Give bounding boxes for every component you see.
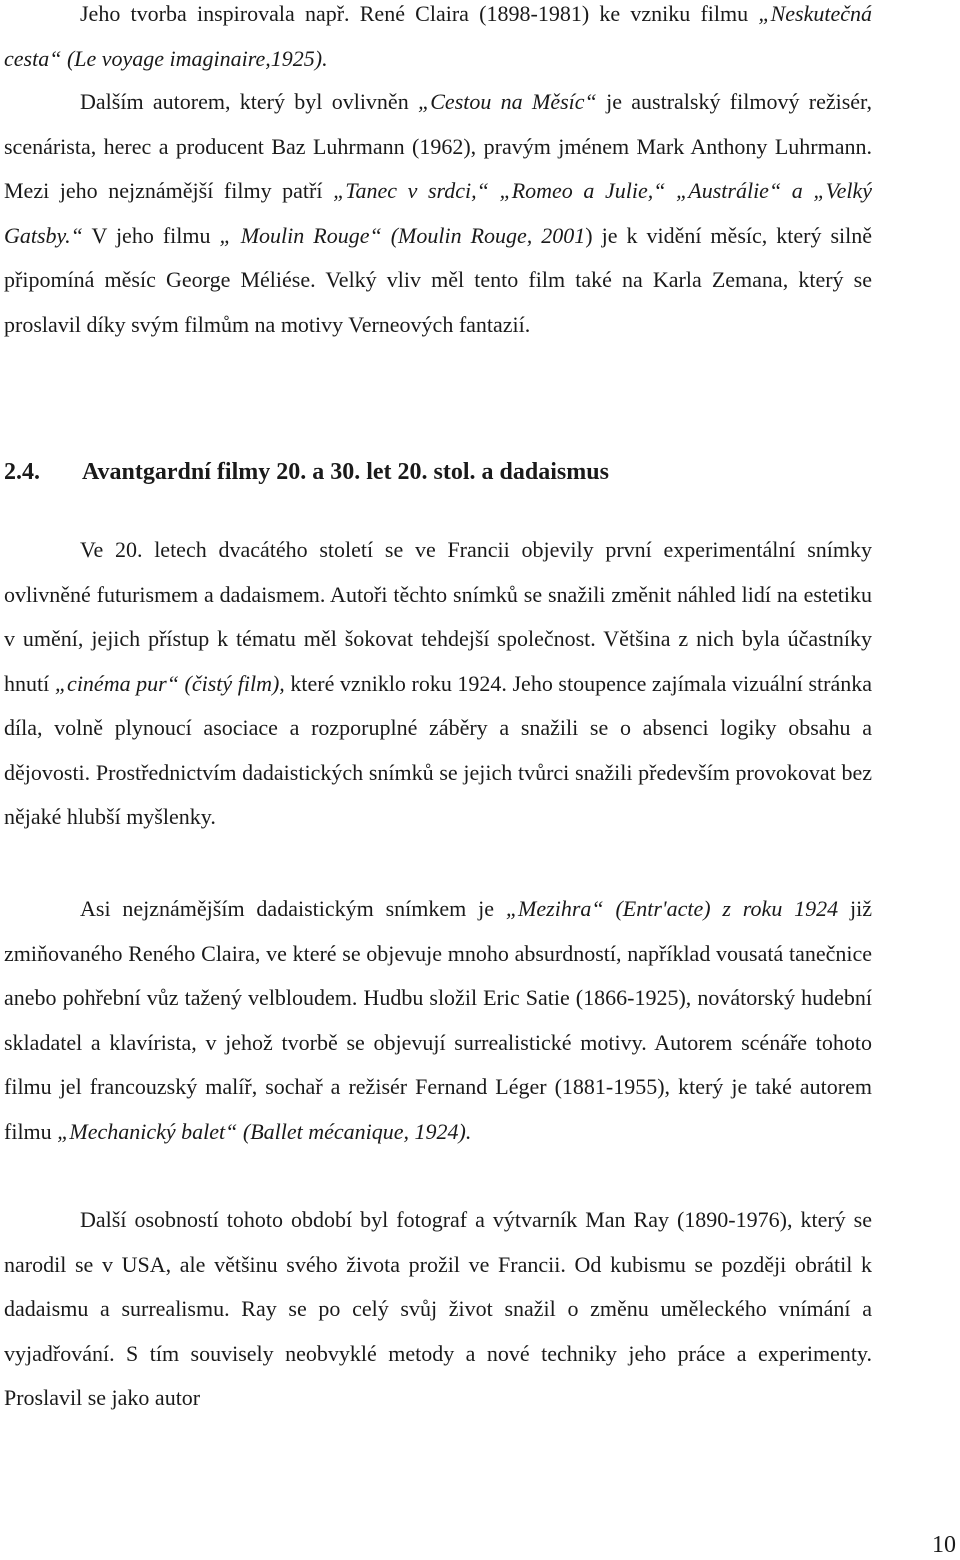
text-run: Asi nejznámějším dadaistickým snímkem je — [80, 896, 506, 921]
text-run: Dalším autorem, který byl ovlivněn — [80, 89, 419, 114]
text-run: ) je k vidění měsíc, který silně připomíná měsíc George Méliése. Velký vliv měl tento film také na Karla Zemana, který se proslavil díky svým filmům na motivy Verneových fantazií. — [4, 222, 872, 337]
text-run: které vzniklo roku 1924. Jeho stoupence zajímala vizuální stránka díla, volně plynoucí asociace a rozporuplné záběry a snažili se o absenci logiky obsahu a dějovosti. Prostřednictvím dadaistických snímků se jejich tvůrci snažili především provokovat bez nějaké hlubší myšlenky. — [4, 670, 872, 829]
text-run: Jeho tvorba inspirovala např. René Claira (1898-1981) ke vzniku filmu — [80, 1, 759, 26]
film-title: „ Moulin Rouge“ (Moulin Rouge, 2001 — [219, 222, 586, 248]
paragraph-mezihra — [4, 887, 872, 1154]
film-title: „Mechanický balet“ (Ballet mécanique, 1924). — [57, 1118, 472, 1144]
paragraph-text — [4, 528, 872, 840]
text-run: je australský filmový režisér, scenárista, herec a producent Baz Luhrmann (1962), pravým jménem Mark Anthony Luhrmann. Mezi jeho nejznámější filmy patří — [4, 89, 873, 203]
text-run: již zmiňovaného Reného Claira, ve které se objevuje mnoho absurdností, například vousatá tanečnice anebo pohřební vůz tažený velbloudem. Hudbu složil Eric Satie (1866-1925), novátorský hudební skladatel a klavírista, v jehož tvorbě se objevují surrealistické motivy. Autorem scénáře tohoto filmu jel francouzský malíř, sochař a režisér Fernand Léger (1881-1955), který je také autorem filmu — [4, 896, 873, 1144]
movement-name: „cinéma pur“ (čistý film), — [54, 670, 285, 696]
section-title: Avantgardní filmy 20. a 30. let 20. stol. a dadaismus — [82, 459, 609, 485]
film-title: „Mezihra“ (Entr'acte) z roku 1924 — [505, 896, 839, 921]
section-number: 2.4. — [4, 459, 40, 485]
text-run: V jeho filmu — [82, 222, 220, 248]
paragraph-avantgarde — [4, 528, 872, 840]
paragraph-man-ray — [4, 1198, 872, 1421]
paragraph-text: Další osobností tohoto období byl fotograf a výtvarník Man Ray (1890-1976), který se narodil se v USA, ale většinu svého života prožil ve Francii. Od kubismu se později obrátil k dadaismu a surrealismu. Ray se po celý svůj život snažil o změnu uměleckého vnímání a vyjadřování. S tím souvisely neobvyklé metody a nové techniky jeho práce a experimenty. Proslavil se jako autor — [4, 1207, 872, 1410]
film-title: „Neskutečná cesta“ (Le voyage imaginaire,1925). — [4, 1, 872, 71]
page-number: 10 — [932, 1532, 956, 1558]
film-titles: „Tanec v srdci,“ „Romeo a Julie,“ „Austrálie“ a „Velký Gatsby.“ — [4, 178, 872, 248]
text-run: Ve 20. letech dvacátého století se ve Francii objevily první experimentální snímky ovlivněné futurismem a dadaismem. Autoři těchto snímků se snažili změnit náhled lidí na estetiku v umění, jejich přístup k tématu měl šokovat tehdejší společnost. Většina z nich byla účastníky hnutí — [4, 537, 872, 696]
paragraph-luhrmann — [4, 80, 872, 347]
paragraph-text — [4, 80, 872, 347]
paragraph-text — [4, 0, 872, 81]
film-title: „Cestou na Měsíc“ — [418, 89, 597, 114]
paragraph-text — [4, 887, 872, 1154]
section-heading — [4, 450, 609, 494]
paragraph-claire — [4, 0, 872, 81]
